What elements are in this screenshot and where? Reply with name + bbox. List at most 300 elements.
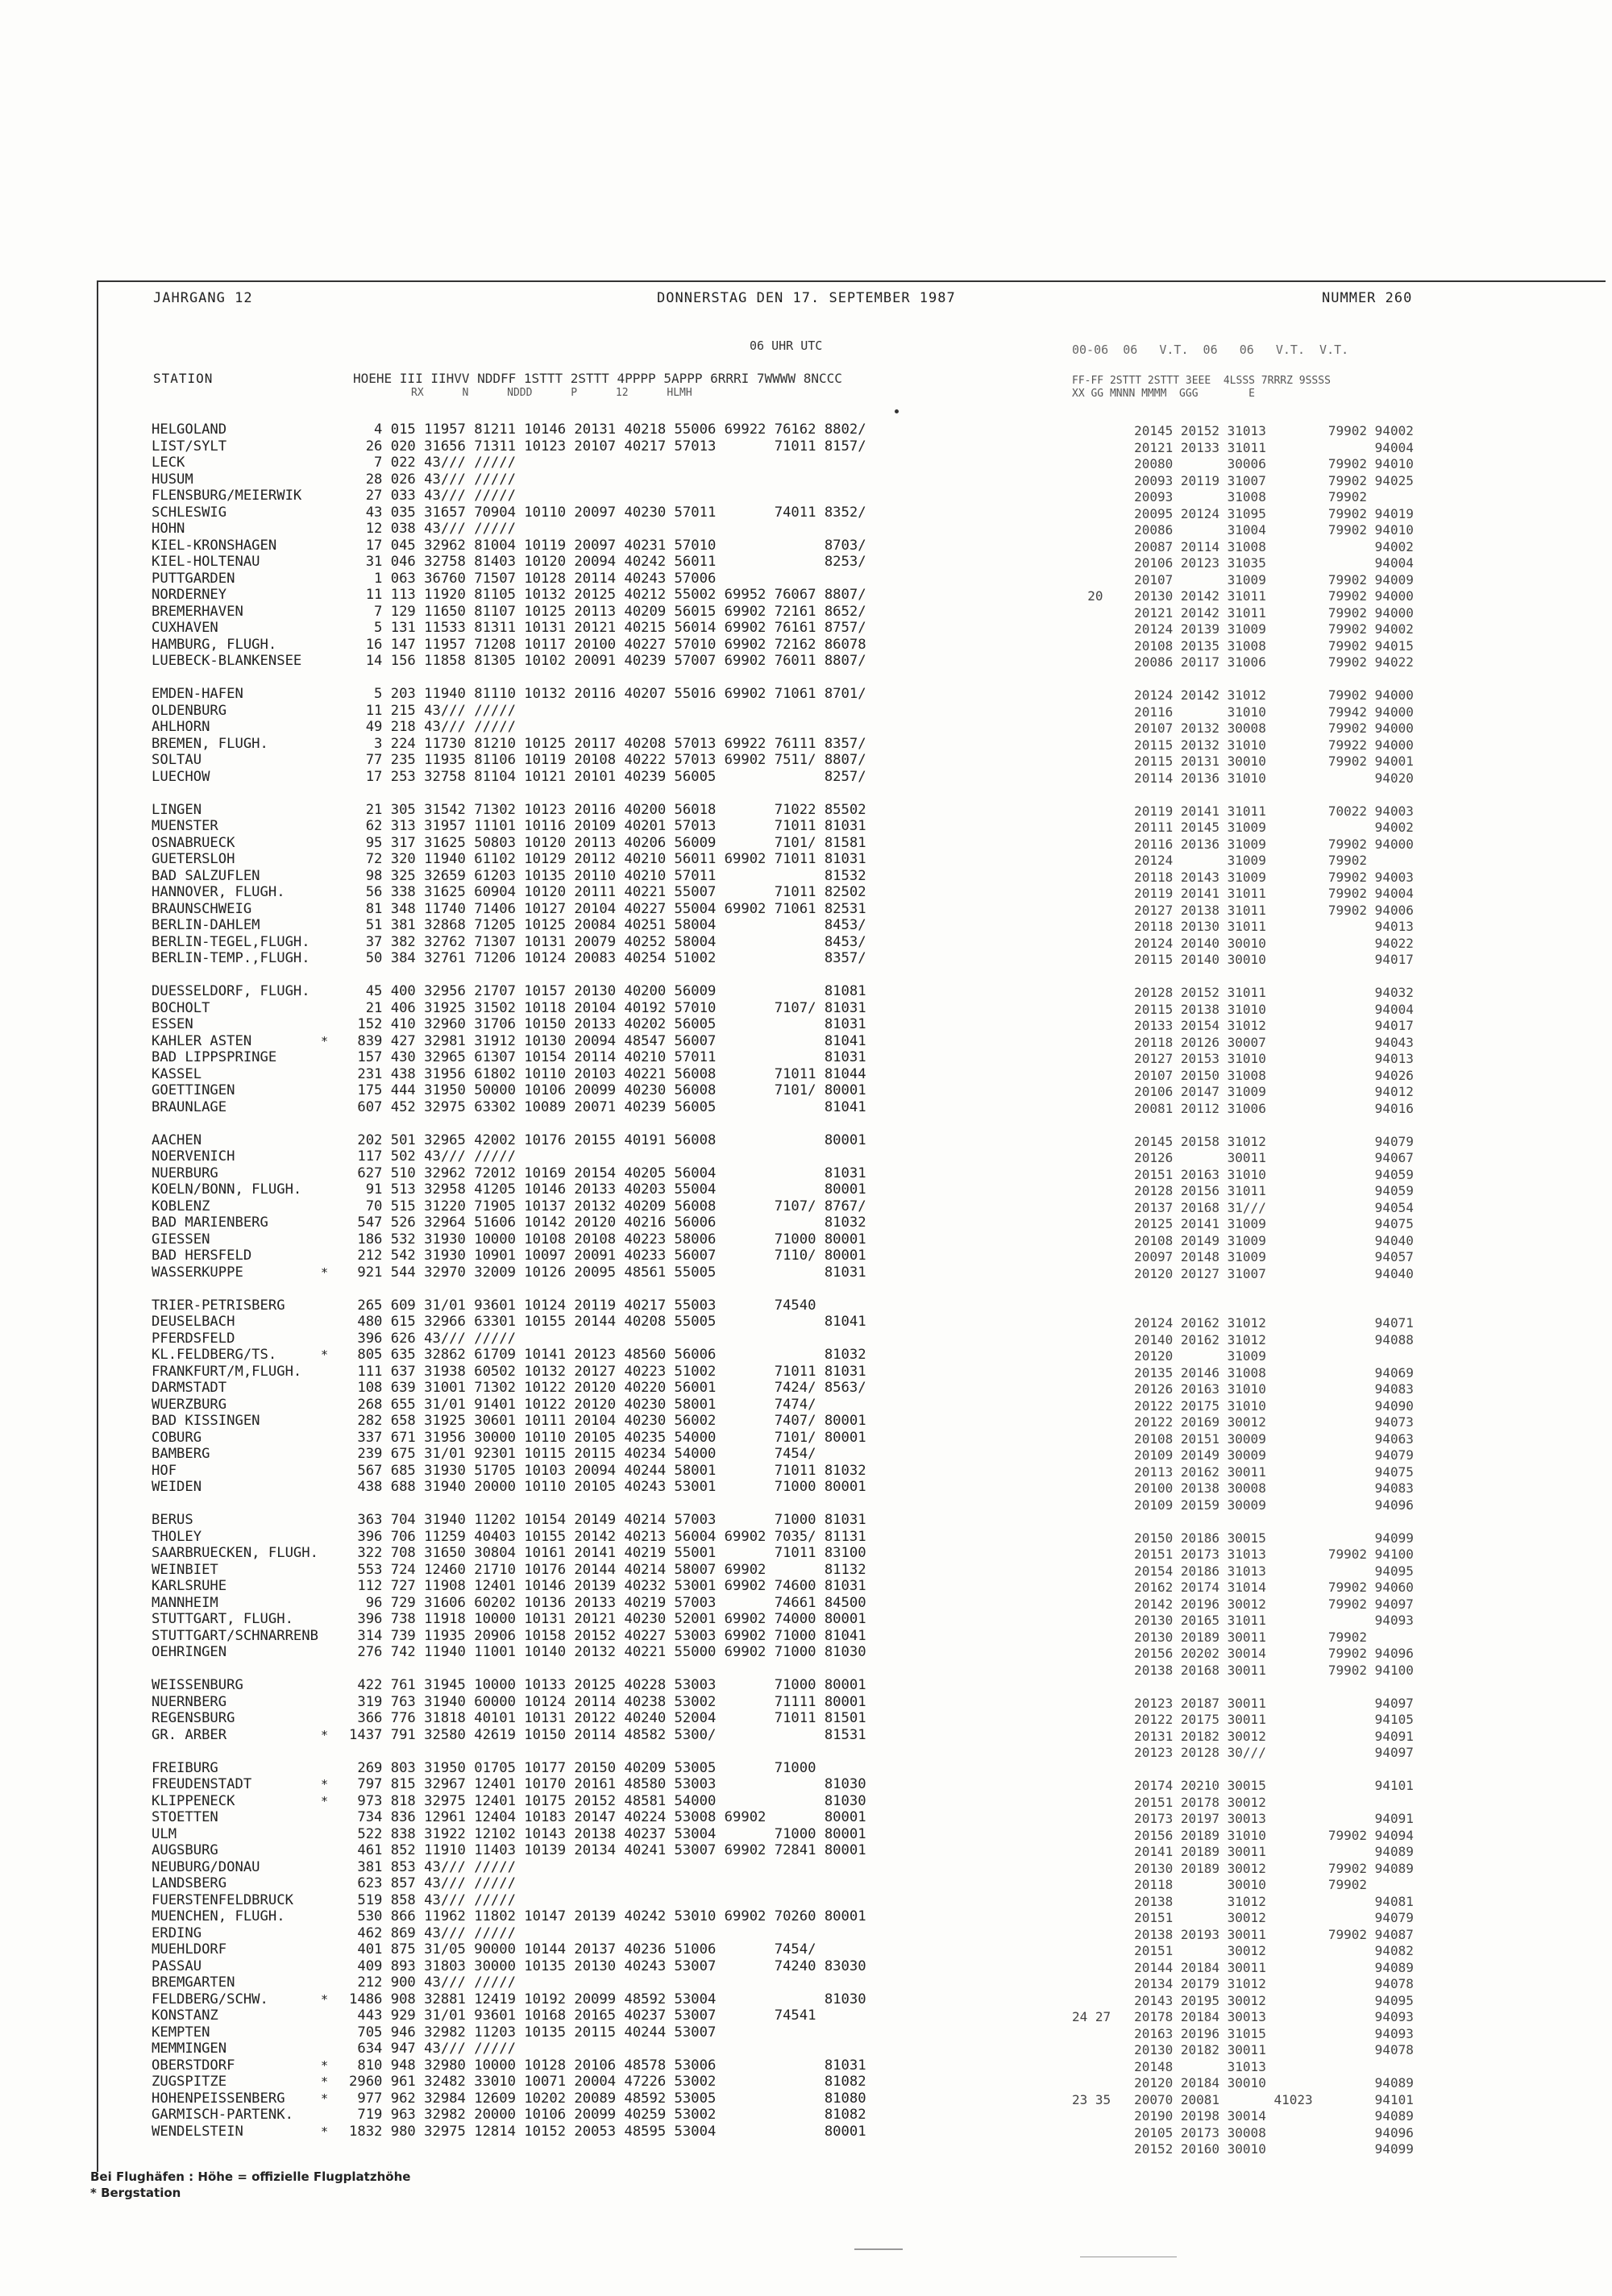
table-row [152, 1150, 1078, 1165]
table-row [152, 1993, 1078, 2007]
mountain-station-marker: * [321, 2074, 329, 2089]
station-name: BAD HERSFELD [152, 1249, 252, 1263]
right-data-row: 20143 20195 30012 94095 [1072, 1992, 1414, 2008]
station-name: LINGEN [152, 803, 202, 817]
right-data-row: 20130 20189 30011 79902 [1072, 1629, 1368, 1645]
station-name: KIEL-HOLTENAU [152, 555, 260, 569]
right-data-row: 20127 20138 31011 79902 94006 [1072, 902, 1414, 918]
table-row [152, 933, 1078, 950]
mountain-station-marker: * [321, 1777, 329, 1792]
observation-codes: 112 727 11908 12401 10146 20139 40232 53001 69902 74600 81031 [349, 1578, 866, 1594]
observation-codes: 3 224 11730 81210 10125 20117 40208 57013 69922 76111 8357/ [349, 735, 866, 752]
right-data-row: 20121 20133 31011 94004 [1072, 439, 1414, 455]
right-data-row: 20081 20112 31006 94016 [1072, 1100, 1414, 1116]
table-row [152, 1381, 1078, 1396]
station-name: KONSTANZ [152, 2009, 218, 2023]
observation-codes: 62 313 31957 11101 10116 20109 40201 57013 71011 81031 [349, 818, 866, 834]
station-name: BAD LIPPSPRINGE [152, 1051, 277, 1065]
station-name: BAD KISSINGEN [152, 1414, 260, 1428]
table-spacer [152, 1117, 1078, 1131]
table-row [152, 754, 1078, 768]
right-data-row: 20137 20168 31/// 94054 [1072, 1199, 1414, 1215]
station-name: FRANKFURT/M,FLUGH. [152, 1364, 302, 1379]
right-data-row: 20093 20119 31007 79902 94025 [1072, 472, 1414, 488]
right-data-row: 20107 20132 30008 79902 94000 [1072, 720, 1414, 736]
station-name: OBERSTDORF [152, 2058, 235, 2073]
right-columns-heading: 00-06 06 V.T. 06 06 V.T. V.T. [1072, 343, 1349, 357]
right-data-row: 20130 20182 30011 94078 [1072, 2042, 1414, 2057]
station-name: LECK [152, 456, 185, 470]
right-data-row: 20151 20163 31010 94059 [1072, 1166, 1414, 1182]
observation-codes: 1486 908 32881 12419 10192 20099 48592 53004 81030 [349, 1991, 866, 2007]
observation-codes: 366 776 31818 40101 10131 20122 40240 52004 71011 81501 [349, 1710, 866, 1726]
table-spacer [152, 1663, 1078, 1677]
station-name: BAD MARIENBERG [152, 1216, 268, 1230]
right-data-row: 20107 31009 79902 94009 [1072, 571, 1414, 587]
table-row [152, 1398, 1078, 1413]
station-name: LUEBECK-BLANKENSEE [152, 654, 302, 668]
observation-codes: 337 671 31956 30000 10110 20105 40235 54000 7101/ 80001 [349, 1429, 866, 1446]
table-row [152, 522, 1078, 537]
table-row [152, 1778, 1078, 1792]
station-name: COBURG [152, 1430, 202, 1445]
table-row [152, 506, 1078, 521]
observation-codes: 705 946 32982 11203 10135 20115 40244 53007 [349, 2024, 717, 2041]
station-name: CUXHAVEN [152, 621, 218, 635]
table-spacer [152, 671, 1078, 686]
observation-codes: 50 384 32761 71206 10124 20083 40254 51002 8357/ [349, 950, 866, 966]
observation-codes: 186 532 31930 10000 10108 20108 40223 58006 71000 80001 [349, 1231, 866, 1248]
observation-codes: 480 615 32966 63301 10155 20144 40208 55005 81041 [349, 1314, 866, 1330]
station-name: PUTTGARDEN [152, 571, 235, 586]
station-name: FUERSTENFELDBRUCK [152, 1893, 293, 1908]
station-name: WENDELSTEIN [152, 2124, 243, 2139]
station-name: NUERNBERG [152, 1695, 227, 1709]
table-spacer [152, 1745, 1078, 1759]
table-spacer [152, 1497, 1078, 1512]
station-column-heading: STATION [153, 371, 214, 386]
observation-codes: 276 742 11940 11001 10140 20132 40221 55000 69902 71000 81030 [349, 1644, 866, 1660]
table-row [152, 867, 1078, 884]
right-data-row: 20109 20149 30009 94079 [1072, 1447, 1414, 1463]
observation-codes: 381 853 43/// ///// [349, 1858, 516, 1875]
station-name: FREIBURG [152, 1761, 218, 1775]
right-data-row: 20135 20146 31008 94069 [1072, 1364, 1414, 1381]
right-data-row: 20151 30012 94079 [1072, 1910, 1414, 1925]
table-row [152, 1792, 1078, 1809]
right-data-row: 20111 20145 31009 94002 [1072, 820, 1414, 835]
station-name: ERDING [152, 1926, 202, 1941]
right-data-row: 20116 31010 79942 94000 [1072, 704, 1414, 720]
station-name: EMDEN-HAFEN [152, 687, 243, 701]
station-name: TRIER-PETRISBERG [152, 1298, 285, 1313]
station-name: ESSEN [152, 1018, 193, 1032]
observation-codes: 805 635 32862 61709 10141 20123 48560 56006 81032 [349, 1347, 866, 1363]
observation-codes: 443 929 31/01 93601 10168 20165 40237 53007 74541 [349, 2007, 816, 2024]
right-data-row: 20108 20149 31009 94040 [1072, 1232, 1414, 1248]
table-row [152, 919, 1078, 933]
observation-codes: 117 502 43/// ///// [349, 1148, 516, 1165]
table-row [152, 1891, 1078, 1908]
table-spacer [152, 787, 1078, 801]
observation-codes: 269 803 31950 01705 10177 20150 40209 53005 71000 [349, 1759, 816, 1776]
right-data-row: 20122 20169 30012 94073 [1072, 1414, 1414, 1430]
station-name: SAARBRUECKEN, FLUGH. [152, 1547, 318, 1560]
table-row [152, 2125, 1078, 2140]
table-row [152, 1513, 1078, 1528]
right-data-row: 20124 20139 31009 79902 94002 [1072, 621, 1414, 637]
right-data-row: 20133 20154 31012 94017 [1072, 1018, 1414, 1033]
observation-codes: 81 348 11740 71406 10127 20104 40227 55004 69902 71061 82531 [349, 900, 866, 917]
station-name: WEIDEN [152, 1480, 202, 1494]
table-row [152, 489, 1078, 504]
table-row [152, 1877, 1078, 1891]
right-data-row: 20 20130 20142 31011 79902 94000 [1072, 588, 1414, 604]
right-data-row: 20086 20117 31006 79902 94022 [1072, 654, 1414, 670]
observation-codes: 202 501 32965 42002 10176 20155 40191 56008 80001 [349, 1131, 866, 1148]
table-row [152, 2059, 1078, 2074]
station-name: GARMISCH-PARTENK. [152, 2108, 293, 2122]
station-name: BRAUNLAGE [152, 1100, 227, 1115]
right-data-row: 20114 20136 31010 94020 [1072, 770, 1414, 786]
table-row [152, 1233, 1078, 1248]
right-data-row: 20106 20123 31035 94004 [1072, 555, 1414, 571]
mountain-station-marker: * [321, 2057, 329, 2073]
table-row [152, 687, 1078, 702]
table-row [152, 1563, 1078, 1578]
table-row [152, 572, 1078, 587]
right-data-row: 20087 20114 31008 94002 [1072, 538, 1414, 554]
observation-codes: 734 836 12961 12404 10183 20147 40224 53008 69902 80001 [349, 1809, 866, 1825]
right-data-row: 20125 20141 31009 94075 [1072, 1216, 1414, 1231]
station-name: NOERVENICH [152, 1150, 235, 1164]
station-name: NEUBURG/DONAU [152, 1860, 260, 1875]
observation-codes: 461 852 11910 11403 10139 20134 40241 53007 69902 72841 80001 [349, 1842, 866, 1858]
right-data-row: 20122 20175 30011 94105 [1072, 1712, 1414, 1727]
observation-codes: 96 729 31606 60202 10136 20133 40219 57003 74661 84500 [349, 1594, 866, 1611]
station-name: DEUSELBACH [152, 1315, 235, 1329]
table-row [152, 803, 1078, 818]
right-data-row: 20105 20173 30008 94096 [1072, 2124, 1414, 2140]
station-name: WUERZBURG [152, 1397, 227, 1412]
field-codes-heading: HOEHE III IIHVV NDDFF 1STTT 2STTT 4PPPP 5APPP 6RRRI 7WWWW 8NCCC [353, 371, 842, 386]
table-row [152, 1167, 1078, 1181]
right-columns-subheading-2: XX GG MNNN MMMM GGG E [1072, 388, 1255, 400]
right-data-row: 20145 20152 31013 79902 94002 [1072, 423, 1414, 438]
station-name: FELDBERG/SCHW. [152, 1992, 268, 2007]
observation-codes: 314 739 11935 20906 10158 20152 40227 53003 69902 71000 81041 [349, 1627, 866, 1644]
table-row [152, 621, 1078, 636]
right-data-row: 20119 20141 31011 70022 94003 [1072, 803, 1414, 819]
station-name: PASSAU [152, 1959, 202, 1974]
station-name: STUTTGART/SCHNARRENB [152, 1629, 318, 1643]
table-row [152, 1249, 1078, 1264]
right-data-row: 20138 20193 30011 79902 94087 [1072, 1926, 1414, 1942]
station-name: KEMPTEN [152, 2025, 210, 2040]
table-row [152, 999, 1078, 1016]
right-data-row: 20128 20156 31011 94059 [1072, 1183, 1414, 1198]
table-row [152, 1480, 1078, 1495]
table-row [152, 1596, 1078, 1611]
table-row [152, 1183, 1078, 1198]
right-data-row: 20145 20158 31012 94079 [1072, 1133, 1414, 1149]
observation-codes: 973 818 32975 12401 10175 20152 48581 54000 81030 [349, 1792, 866, 1809]
right-data-row: 20150 20186 30015 94099 [1072, 1530, 1414, 1546]
station-name: BERLIN-TEMP.,FLUGH. [152, 952, 310, 965]
right-data-row: 20163 20196 31015 94093 [1072, 2025, 1414, 2041]
observation-codes: 1437 791 32580 42619 10150 20114 48582 5300/ 81531 [349, 1726, 866, 1743]
footnote-airports: Bei Flughäfen : Höhe = offizielle Flugplatzhöhe [90, 2169, 411, 2184]
right-data-row: 20118 20130 31011 94013 [1072, 919, 1414, 934]
observation-codes: 2960 961 32482 33010 10071 20004 47226 53002 81082 [349, 2074, 866, 2090]
mountain-station-marker: * [321, 2090, 329, 2106]
observation-codes: 56 338 31625 60904 10120 20111 40221 55007 71011 82502 [349, 884, 866, 900]
table-row [152, 1580, 1078, 1594]
observation-codes: 17 045 32962 81004 10119 20097 40231 57010 8703/ [349, 537, 866, 554]
observation-codes: 547 526 32964 51606 10142 20120 40216 56006 81032 [349, 1214, 866, 1231]
station-name: OEHRINGEN [152, 1646, 227, 1659]
observation-codes: 11 215 43/// ///// [349, 702, 516, 719]
right-data-row: 20123 20187 30011 94097 [1072, 1695, 1414, 1711]
table-row [152, 1365, 1078, 1380]
station-name: THOLEY [152, 1530, 202, 1544]
station-name: ZUGSPITZE [152, 2075, 227, 2089]
jahrgang-label: JAHRGANG 12 [153, 290, 253, 306]
right-data-row: 20142 20196 30012 79902 94097 [1072, 1596, 1414, 1612]
right-data-row: 20156 20202 30014 79902 94096 [1072, 1646, 1414, 1661]
observation-codes: 95 317 31625 50803 10120 20113 40206 56009 7101/ 81581 [349, 834, 866, 851]
station-name: MUEHLDORF [152, 1943, 227, 1957]
station-name: KOELN/BONN, FLUGH. [152, 1183, 302, 1197]
table-row [152, 539, 1078, 554]
observation-codes: 212 900 43/// ///// [349, 1974, 516, 1991]
table-row [152, 2042, 1078, 2057]
table-row [152, 1098, 1078, 1115]
observation-codes: 51 381 32868 71205 10125 20084 40251 58004 8453/ [349, 917, 866, 933]
table-row [152, 1844, 1078, 1858]
right-data-row: 24 27 20178 20184 30013 94093 [1072, 2009, 1414, 2024]
table-row [152, 1627, 1078, 1644]
table-row [152, 1332, 1078, 1347]
station-name: FLENSBURG/MEIERWIK [152, 489, 302, 503]
column-marker-dot [895, 409, 899, 413]
observation-codes: 409 893 31803 30000 10135 20130 40243 53007 74240 83030 [349, 1958, 866, 1974]
observation-codes: 607 452 32975 63302 10089 20071 40239 56005 81041 [349, 1098, 866, 1115]
station-name: HUSUM [152, 472, 193, 487]
station-name: AHLHORN [152, 720, 210, 734]
observation-codes: 363 704 31940 11202 10154 20149 40214 57003 71000 81031 [349, 1512, 866, 1528]
station-name: LUECHOW [152, 770, 210, 784]
table-row [152, 638, 1078, 653]
observation-codes: 1 063 36760 71507 10128 20114 40243 57006 [349, 570, 717, 587]
station-name: WEISSENBURG [152, 1679, 243, 1692]
observation-codes: 27 033 43/// ///// [349, 488, 516, 504]
station-name: BOCHOLT [152, 1001, 210, 1015]
observation-codes: 239 675 31/01 92301 10115 20115 40234 54000 7454/ [349, 1446, 816, 1462]
station-name: MEMMINGEN [152, 2042, 227, 2056]
station-name: AUGSBURG [152, 1844, 218, 1858]
observation-codes: 401 875 31/05 90000 10144 20137 40236 51006 7454/ [349, 1941, 816, 1958]
table-row [152, 853, 1078, 867]
table-row [152, 900, 1078, 917]
observation-codes: 98 325 32659 61203 10135 20110 40210 57011 81532 [349, 867, 866, 884]
right-data-row: 20080 30006 79902 94010 [1072, 456, 1414, 471]
observation-codes: 719 963 32982 20000 10106 20099 40259 53002 81082 [349, 2107, 866, 2123]
table-row [152, 1084, 1078, 1098]
mountain-station-marker: * [321, 1793, 329, 1808]
footnote-mountain-station: * Bergstation [90, 2186, 181, 2200]
observation-codes: 438 688 31940 20000 10110 20105 40243 53001 71000 80001 [349, 1479, 866, 1495]
observation-codes: 265 609 31/01 93601 10124 20119 40217 55003 74540 [349, 1297, 816, 1314]
table-row [152, 1759, 1078, 1776]
table-row [152, 440, 1078, 455]
table-row [152, 1216, 1078, 1231]
table-row [152, 834, 1078, 851]
table-row [152, 423, 1078, 438]
observation-codes: 319 763 31940 60000 10124 20114 40238 53002 71111 80001 [349, 1693, 866, 1710]
table-row [152, 1613, 1078, 1627]
right-data-row: 20131 20182 30012 94091 [1072, 1728, 1414, 1744]
right-data-row: 20174 20210 30015 94101 [1072, 1778, 1414, 1793]
observation-codes: 797 815 32967 12401 10170 20161 48580 53003 81030 [349, 1776, 866, 1792]
observation-codes: 268 655 31/01 91401 10122 20120 40230 58001 7474/ [349, 1396, 816, 1413]
station-name: HELGOLAND [152, 423, 227, 437]
table-row [152, 555, 1078, 570]
right-data-row: 20120 31009 [1072, 1348, 1266, 1364]
mountain-station-marker: * [321, 1347, 329, 1362]
right-data-row: 20140 20162 31012 94088 [1072, 1331, 1414, 1347]
station-name: BAMBERG [152, 1447, 210, 1461]
table-row [152, 985, 1078, 999]
right-data-row: 20115 20132 31010 79922 94000 [1072, 737, 1414, 753]
table-row [152, 2026, 1078, 2041]
right-data-row: 20108 20135 31008 79902 94015 [1072, 637, 1414, 654]
table-row [152, 1065, 1078, 1082]
right-data-row: 20124 20142 31012 79902 94000 [1072, 687, 1414, 703]
table-row [152, 1051, 1078, 1065]
right-data-row: 20097 20148 31009 94057 [1072, 1249, 1414, 1264]
right-data-row: 20122 20175 31010 94090 [1072, 1397, 1414, 1414]
station-name: DUESSELDORF, FLUGH. [152, 985, 310, 999]
right-data-row: 20086 31004 79902 94010 [1072, 522, 1414, 538]
table-row [152, 1018, 1078, 1032]
table-row [152, 1200, 1078, 1214]
station-name: MANNHEIM [152, 1596, 218, 1610]
station-name: KASSEL [152, 1067, 202, 1082]
station-name: HAMBURG, FLUGH. [152, 637, 277, 652]
table-spacer [152, 969, 1078, 983]
observation-codes: 627 510 32962 72012 10169 20154 40205 56004 81031 [349, 1165, 866, 1181]
station-name: STOETTEN [152, 1811, 218, 1825]
station-name: WASSERKUPPE [152, 1265, 243, 1280]
observation-codes: 1832 980 32975 12814 10152 20053 48595 53004 80001 [349, 2123, 866, 2140]
station-name: STUTTGART, FLUGH. [152, 1613, 293, 1626]
right-data-row: 20100 20138 30008 94083 [1072, 1480, 1414, 1496]
station-name: DARMSTADT [152, 1381, 227, 1395]
table-row [152, 1431, 1078, 1446]
table-row [152, 1726, 1078, 1743]
right-data-row: 20126 30011 94067 [1072, 1150, 1414, 1165]
observation-codes: 14 156 11858 81305 10102 20091 40239 57007 69902 76011 8807/ [349, 653, 866, 669]
right-data-row: 20124 20162 31012 94071 [1072, 1315, 1414, 1331]
observation-codes: 567 685 31930 51705 10103 20094 40244 58001 71011 81032 [349, 1462, 866, 1479]
station-name: KARLSRUHE [152, 1580, 227, 1593]
observation-codes: 5 131 11533 81311 10131 20121 40215 56014 69902 76161 8757/ [349, 620, 866, 636]
observation-codes: 28 026 43/// ///// [349, 471, 516, 488]
observation-codes: 152 410 32960 31706 10150 20133 40202 56005 81031 [349, 1016, 866, 1032]
table-row [152, 737, 1078, 752]
mountain-station-marker: * [321, 1264, 329, 1280]
table-row [152, 720, 1078, 735]
right-data-row: 20120 20184 30010 94089 [1072, 2075, 1414, 2090]
right-data-row: 20093 31008 79902 [1072, 489, 1368, 504]
table-row [152, 1825, 1078, 1842]
table-row [152, 1679, 1078, 1693]
table-row [152, 2092, 1078, 2107]
table-row [152, 2108, 1078, 2123]
right-data-row: 20118 20143 31009 79902 94003 [1072, 869, 1414, 885]
station-name: NUERBURG [152, 1166, 218, 1181]
right-data-row: 20151 20173 31013 79902 94100 [1072, 1547, 1414, 1562]
table-row [152, 1924, 1078, 1941]
right-data-row: 20118 30010 79902 [1072, 1877, 1368, 1892]
station-name: MUENCHEN, FLUGH. [152, 1910, 285, 1924]
observation-codes: 45 400 32956 21707 10157 20130 40200 56009 81081 [349, 983, 866, 999]
table-row [152, 605, 1078, 620]
mountain-station-marker: * [321, 1727, 329, 1742]
station-name: HOHENPEISSENBERG [152, 2091, 285, 2106]
issue-number: NUMMER 260 [1322, 290, 1413, 306]
right-data-row: 20138 31012 94081 [1072, 1893, 1414, 1909]
observation-codes: 31 046 32758 81403 10120 20094 40242 56011 8253/ [349, 554, 866, 570]
right-data-row: 23 35 20070 20081 41023 94101 [1072, 2091, 1414, 2107]
right-data-row: 20121 20142 31011 79902 94000 [1072, 604, 1414, 621]
right-data-row: 20106 20147 31009 94012 [1072, 1084, 1414, 1099]
observation-codes: 422 761 31945 10000 10133 20125 40228 53003 71000 80001 [349, 1677, 866, 1693]
margin-mark [854, 2248, 903, 2250]
station-name: KAHLER ASTEN [152, 1034, 252, 1048]
observation-codes: 396 626 43/// ///// [349, 1330, 516, 1347]
table-row [152, 704, 1078, 719]
observation-codes: 4 015 11957 81211 10146 20131 40218 55006 69922 76162 8802/ [349, 421, 866, 438]
right-data-row: 20115 20140 30010 94017 [1072, 952, 1414, 967]
observation-codes: 70 515 31220 71905 10137 20132 40209 56008 7107/ 8767/ [349, 1198, 866, 1214]
mountain-station-marker: * [321, 1033, 329, 1048]
right-data-row: 20144 20184 30011 94089 [1072, 1959, 1414, 1975]
right-data-row: 20128 20152 31011 94032 [1072, 985, 1414, 1000]
table-row [152, 1315, 1078, 1330]
station-name: GR. ARBER [152, 1728, 227, 1742]
station-name: OLDENBURG [152, 704, 227, 718]
table-row [152, 1712, 1078, 1726]
right-data-row: 20124 31009 79902 [1072, 853, 1368, 868]
observation-codes: 462 869 43/// ///// [349, 1924, 516, 1941]
observation-codes: 157 430 32965 61307 10154 20114 40210 57011 81031 [349, 1049, 866, 1065]
station-name: WEINBIET [152, 1563, 218, 1577]
observation-codes: 553 724 12460 21710 10176 20144 40214 58007 69902 81132 [349, 1561, 866, 1578]
observation-codes: 7 022 43/// ///// [349, 455, 516, 471]
station-name: KL.FELDBERG/TS. [152, 1348, 277, 1362]
observation-codes: 231 438 31956 61802 10110 20103 40221 56008 71011 81044 [349, 1065, 866, 1082]
observation-codes: 77 235 11935 81106 10119 20108 40222 57013 69902 7511/ 8807/ [349, 752, 866, 768]
table-row [152, 1646, 1078, 1660]
observation-codes: 175 444 31950 50000 10106 20099 40230 56008 7101/ 80001 [349, 1082, 866, 1098]
station-name: BRAUNSCHWEIG [152, 902, 252, 916]
right-data-row: 20130 20165 31011 94093 [1072, 1613, 1414, 1628]
right-data-row: 20134 20179 31012 94078 [1072, 1976, 1414, 1991]
table-row [152, 1943, 1078, 1958]
right-data-row: 20138 20168 30011 79902 94100 [1072, 1662, 1414, 1678]
